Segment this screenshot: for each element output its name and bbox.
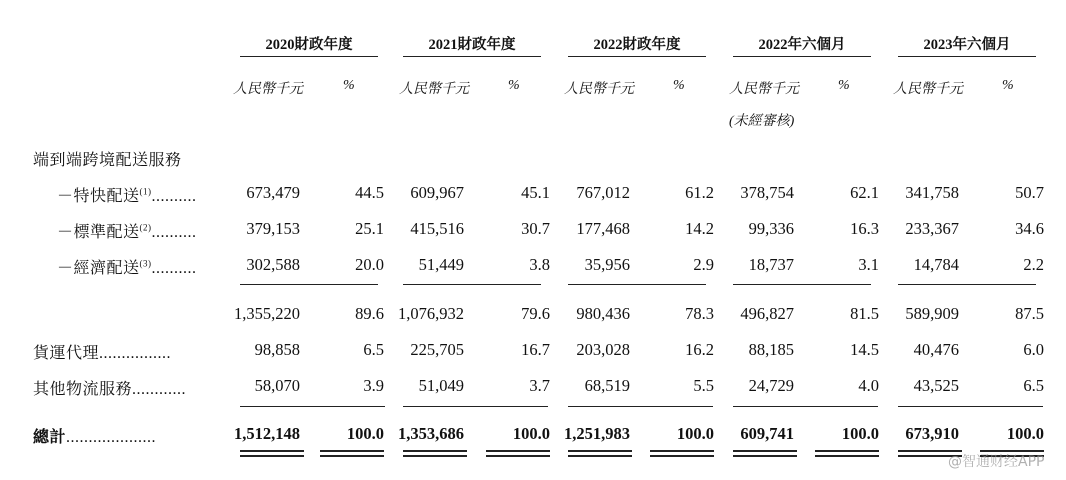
total-top-rule bbox=[568, 406, 713, 407]
cell: 51,449 bbox=[418, 255, 464, 274]
header-rule-2022 bbox=[568, 56, 706, 57]
cell: 6.0 bbox=[1023, 340, 1044, 359]
row-label-freight: 貨運代理................ bbox=[33, 345, 172, 362]
total-double-rule bbox=[733, 455, 797, 457]
cell: 40,476 bbox=[913, 340, 959, 359]
unit-label-2021: 人民幣千元 bbox=[399, 82, 469, 97]
total-top-rule bbox=[403, 406, 548, 407]
total-double-rule bbox=[568, 450, 632, 452]
total-cell: 100.0 bbox=[346, 424, 384, 443]
cell: 43,525 bbox=[913, 376, 959, 395]
cell: 3.8 bbox=[529, 255, 550, 274]
col-header-2022-6m: 2022年六個月 bbox=[758, 37, 846, 53]
cell: 5.5 bbox=[693, 376, 714, 395]
total-double-rule bbox=[486, 455, 550, 457]
cell: 4.0 bbox=[858, 376, 879, 395]
total-top-rule bbox=[733, 406, 878, 407]
cell: 18,737 bbox=[748, 255, 794, 274]
cell: 16.2 bbox=[685, 340, 714, 359]
subtotal-cell: 1,076,932 bbox=[398, 304, 464, 323]
subtotal-cell: 87.5 bbox=[1015, 304, 1044, 323]
total-double-rule bbox=[650, 455, 714, 457]
cell: 302,588 bbox=[246, 255, 300, 274]
cell: 44.5 bbox=[355, 183, 384, 202]
cell: 16.3 bbox=[850, 219, 879, 238]
section-title: 端到端跨境配送服務 bbox=[33, 152, 182, 169]
row-label-economy: －經濟配送$^{(3)}$.......... bbox=[57, 258, 197, 277]
unaudited-note: (未經審核) bbox=[729, 114, 795, 129]
cell: 203,028 bbox=[576, 340, 630, 359]
col-header-2020: 2020財政年度 bbox=[265, 37, 353, 53]
pct-label-2023-6m: % bbox=[1002, 78, 1014, 93]
watermark: @智通财经APP bbox=[948, 454, 1045, 470]
header-rule-2020 bbox=[240, 56, 378, 57]
total-double-rule bbox=[403, 455, 467, 457]
total-cell: 609,741 bbox=[740, 424, 794, 443]
row-label-other: 其他物流服務............ bbox=[33, 381, 187, 398]
subtotal-cell: 1,355,220 bbox=[234, 304, 300, 323]
header-rule-2022-6m bbox=[733, 56, 871, 57]
row-label-express: －特快配送$^{(1)}$.......... bbox=[57, 186, 197, 205]
col-header-2021: 2021財政年度 bbox=[428, 37, 516, 53]
total-top-rule bbox=[240, 406, 385, 407]
cell: 3.9 bbox=[363, 376, 384, 395]
cell: 51,049 bbox=[418, 376, 464, 395]
cell: 14.2 bbox=[685, 219, 714, 238]
cell: 58,070 bbox=[254, 376, 300, 395]
subtotal-cell: 78.3 bbox=[685, 304, 714, 323]
cell: 50.7 bbox=[1015, 183, 1044, 202]
unit-label-2023-6m: 人民幣千元 bbox=[893, 82, 963, 97]
total-double-rule bbox=[240, 450, 304, 452]
total-double-rule bbox=[320, 455, 384, 457]
cell: 2.9 bbox=[693, 255, 714, 274]
pct-label-2022-6m: % bbox=[838, 78, 850, 93]
cell: 378,754 bbox=[740, 183, 794, 202]
cell: 14,784 bbox=[913, 255, 959, 274]
cell: 25.1 bbox=[355, 219, 384, 238]
header-rule-2023-6m bbox=[898, 56, 1036, 57]
cell: 88,185 bbox=[748, 340, 794, 359]
cell: 35,956 bbox=[584, 255, 630, 274]
total-cell: 100.0 bbox=[841, 424, 879, 443]
unit-label-2022: 人民幣千元 bbox=[564, 82, 634, 97]
cell: 379,153 bbox=[246, 219, 300, 238]
cell: 233,367 bbox=[905, 219, 959, 238]
total-double-rule bbox=[403, 450, 467, 452]
total-cell: 1,251,983 bbox=[564, 424, 630, 443]
total-double-rule bbox=[240, 455, 304, 457]
subtotal-rule bbox=[733, 284, 871, 285]
total-double-rule bbox=[568, 455, 632, 457]
cell: 61.2 bbox=[685, 183, 714, 202]
cell: 609,967 bbox=[410, 183, 464, 202]
cell: 341,758 bbox=[905, 183, 959, 202]
total-cell: 100.0 bbox=[1006, 424, 1044, 443]
subtotal-cell: 89.6 bbox=[355, 304, 384, 323]
col-header-2022: 2022財政年度 bbox=[593, 37, 681, 53]
cell: 3.7 bbox=[529, 376, 550, 395]
cell: 673,479 bbox=[246, 183, 300, 202]
cell: 62.1 bbox=[850, 183, 879, 202]
cell: 30.7 bbox=[521, 219, 550, 238]
subtotal-rule bbox=[403, 284, 541, 285]
total-cell: 673,910 bbox=[905, 424, 959, 443]
total-cell: 1,512,148 bbox=[234, 424, 300, 443]
row-label-total: 總計.................... bbox=[33, 429, 157, 446]
cell: 415,516 bbox=[410, 219, 464, 238]
cell: 68,519 bbox=[584, 376, 630, 395]
pct-label-2021: % bbox=[508, 78, 520, 93]
subtotal-cell: 496,827 bbox=[740, 304, 794, 323]
total-double-rule bbox=[815, 450, 879, 452]
subtotal-rule bbox=[898, 284, 1036, 285]
cell: 6.5 bbox=[363, 340, 384, 359]
cell: 34.6 bbox=[1015, 219, 1044, 238]
total-double-rule bbox=[733, 450, 797, 452]
cell: 98,858 bbox=[254, 340, 300, 359]
total-double-rule bbox=[320, 450, 384, 452]
total-double-rule bbox=[815, 455, 879, 457]
header-rule-2021 bbox=[403, 56, 541, 57]
subtotal-cell: 589,909 bbox=[905, 304, 959, 323]
cell: 767,012 bbox=[576, 183, 630, 202]
cell: 225,705 bbox=[410, 340, 464, 359]
cell: 45.1 bbox=[521, 183, 550, 202]
cell: 24,729 bbox=[748, 376, 794, 395]
row-label-standard: －標準配送$^{(2)}$.......... bbox=[57, 222, 197, 241]
cell: 2.2 bbox=[1023, 255, 1044, 274]
unit-label-2020: 人民幣千元 bbox=[233, 82, 303, 97]
total-cell: 100.0 bbox=[512, 424, 550, 443]
cell: 6.5 bbox=[1023, 376, 1044, 395]
total-cell: 100.0 bbox=[676, 424, 714, 443]
cell: 14.5 bbox=[850, 340, 879, 359]
col-header-2023-6m: 2023年六個月 bbox=[923, 37, 1011, 53]
subtotal-rule bbox=[240, 284, 378, 285]
cell: 99,336 bbox=[748, 219, 794, 238]
total-double-rule bbox=[486, 450, 550, 452]
subtotal-rule bbox=[568, 284, 706, 285]
cell: 177,468 bbox=[576, 219, 630, 238]
subtotal-cell: 81.5 bbox=[850, 304, 879, 323]
pct-label-2020: % bbox=[343, 78, 355, 93]
unit-label-2022-6m: 人民幣千元 bbox=[729, 82, 799, 97]
total-double-rule bbox=[650, 450, 714, 452]
cell: 3.1 bbox=[858, 255, 879, 274]
cell: 20.0 bbox=[355, 255, 384, 274]
subtotal-cell: 79.6 bbox=[521, 304, 550, 323]
pct-label-2022: % bbox=[673, 78, 685, 93]
total-top-rule bbox=[898, 406, 1043, 407]
total-cell: 1,353,686 bbox=[398, 424, 464, 443]
subtotal-cell: 980,436 bbox=[576, 304, 630, 323]
cell: 16.7 bbox=[521, 340, 550, 359]
